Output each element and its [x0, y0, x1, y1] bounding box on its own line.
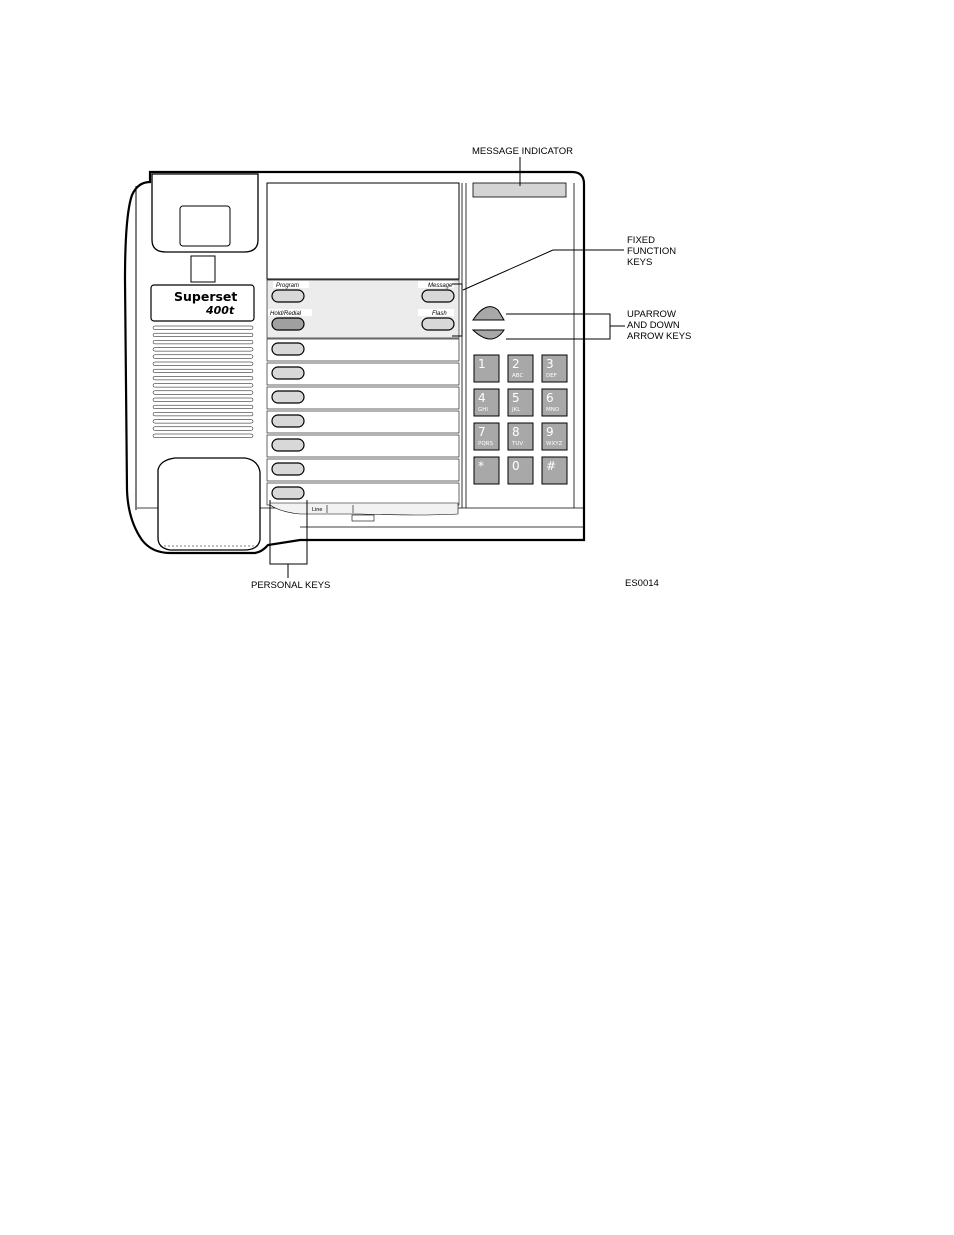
hold-redial-label: Hold/Redial: [270, 311, 302, 317]
label-strip: [270, 503, 458, 515]
keypad-letters: DEF: [546, 373, 557, 379]
keypad-digit: 5: [512, 391, 520, 405]
personal-keys-callout: PERSONAL KEYS: [251, 580, 331, 591]
keypad-digit: 4: [478, 391, 486, 405]
keypad-digit: 2: [512, 357, 520, 371]
keypad-key[interactable]: [542, 355, 567, 382]
fixed-function-callout-line-3: KEYS: [627, 257, 653, 268]
keypad-letters: MNO: [546, 407, 560, 413]
personal-key[interactable]: [272, 463, 304, 475]
arrow-keys-callout-line-3: ARROW KEYS: [627, 331, 692, 342]
keypad-key[interactable]: [474, 457, 499, 484]
arrow-keys-callout-line-2: AND DOWN: [627, 320, 680, 331]
keypad-letters: ABC: [512, 373, 524, 379]
program-key[interactable]: [272, 290, 304, 302]
personal-key[interactable]: [272, 415, 304, 427]
keypad-key[interactable]: [474, 389, 499, 416]
keypad-digit: 8: [512, 425, 520, 439]
keypad-digit: 3: [546, 357, 554, 371]
keypad-digit: 7: [478, 425, 486, 439]
keypad-key[interactable]: [542, 423, 567, 450]
personal-key[interactable]: [272, 367, 304, 379]
keypad-key[interactable]: [542, 389, 567, 416]
handset-mouthpiece: [158, 458, 260, 550]
arrow-keys-callout-line-1: UPARROW: [627, 309, 676, 320]
fixed-function-callout-line-1: FIXED: [627, 235, 655, 246]
display-window: [267, 183, 459, 279]
flash-label: Flash: [432, 311, 447, 317]
keypad-digit: 6: [546, 391, 554, 405]
personal-key[interactable]: [272, 343, 304, 355]
keypad-digit: 0: [512, 459, 520, 473]
program-label: Program: [276, 283, 300, 289]
keypad-key[interactable]: [508, 389, 533, 416]
footer-tab: [352, 515, 374, 521]
hold-redial-key[interactable]: [272, 318, 304, 330]
keypad-digit: *: [478, 459, 484, 473]
flash-key[interactable]: [422, 318, 454, 330]
brand-model: 400t: [206, 304, 235, 317]
keypad-digit: #: [546, 459, 557, 473]
keypad-letters: TUV: [512, 441, 524, 447]
keypad-digit: 9: [546, 425, 554, 439]
message-key[interactable]: [422, 290, 454, 302]
personal-key[interactable]: [272, 439, 304, 451]
message-label: Message: [428, 283, 453, 289]
keypad-letters: PQRS: [478, 441, 493, 447]
fixed-function-callout-line-2: FUNCTION: [627, 246, 677, 257]
brand-name: Superset: [174, 289, 238, 304]
personal-key-rows: [267, 339, 459, 505]
personal-key[interactable]: [272, 391, 304, 403]
figure-id: ES0014: [625, 578, 659, 589]
keypad-digit: 1: [478, 357, 486, 371]
keypad-key[interactable]: [542, 457, 567, 484]
keypad-key[interactable]: [508, 355, 533, 382]
keypad-letters: WXYZ: [546, 441, 563, 447]
keypad-letters: JKL: [512, 407, 521, 413]
keypad-key[interactable]: [474, 355, 499, 382]
footer-line-label: Line: [312, 507, 323, 513]
message-indicator-callout: MESSAGE INDICATOR: [472, 146, 573, 157]
keypad-key[interactable]: [508, 423, 533, 450]
keypad-letters: GHI: [478, 407, 489, 413]
keypad-key[interactable]: [474, 423, 499, 450]
handset-top: [152, 174, 258, 252]
personal-key[interactable]: [272, 487, 304, 499]
keypad-key[interactable]: [508, 457, 533, 484]
